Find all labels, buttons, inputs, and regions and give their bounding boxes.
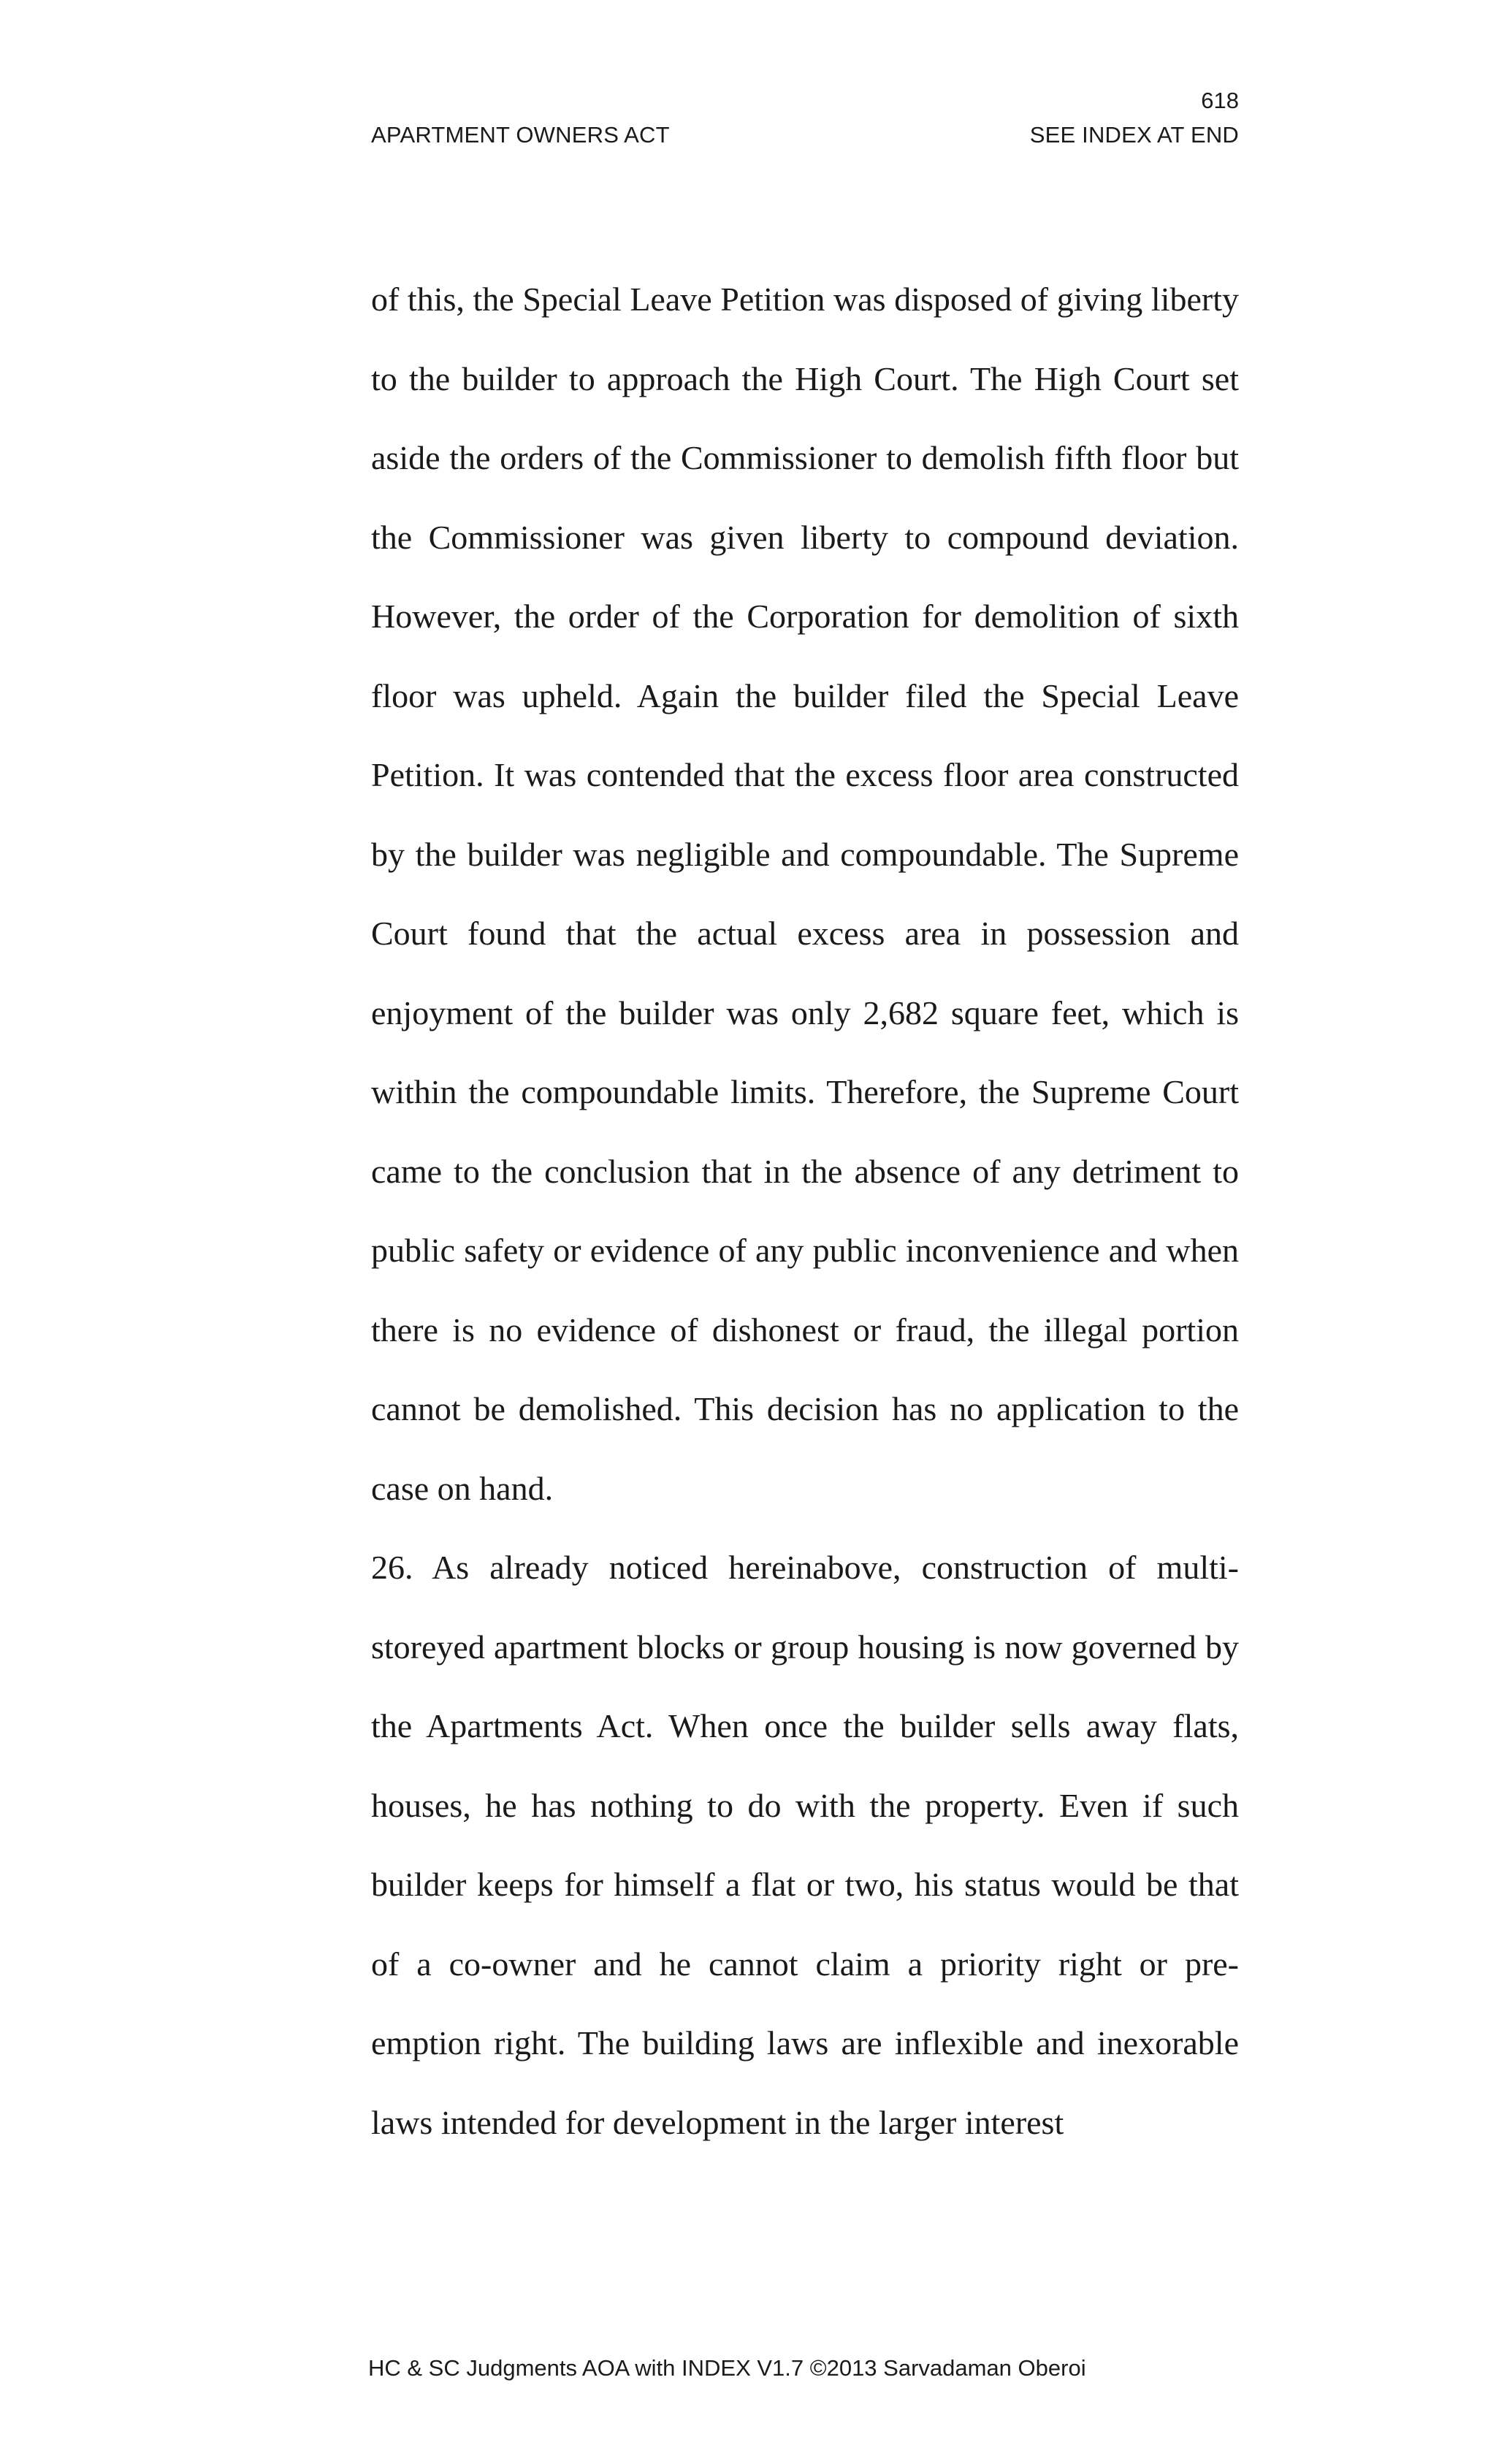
paragraph: of this, the Special Leave Petition was disposed of giving liberty to the builder to approach the High Court. The High Court set aside the orders of the Commissioner to demolish fifth floor but the Commissioner was given liberty to compound deviation. However, the order of the Corporation for demolition of sixth floor was upheld. Again the builder filed the Special Leave Petition. It was contended that the excess floor area constructed by the builder was negligible and compoundable. The Supreme Court found that the actual excess area in possession and enjoyment of the builder was only 2,682 square feet, which is within the compoundable limits. Therefore, the Supreme Court came to the conclusion that in the absence of any detriment to public safety or evidence of any public inconvenience and when there is no evidence of dishonest or fraud, the illegal portion cannot be demolished. This decision has no application to the case on hand. [371,281,1239,1507]
header-index-note: SEE INDEX AT END [1029,122,1239,148]
document-body [371,260,1239,2162]
header-title: APARTMENT OWNERS ACT [371,122,670,148]
paragraph: 26. As already noticed hereinabove, construction of multi-storeyed apartment blocks or group housing is now governed by the Apartments Act. When once the builder sells away flats, houses, he has nothing to do with the property. Even if such builder keeps for himself a flat or two, his status would be that of a co-owner and he cannot claim a priority right or pre-emption right. The building laws are inflexible and inexorable laws intended for development in the larger interest [371,1549,1239,2141]
page-number: 618 [1201,88,1239,113]
page-footer: HC & SC Judgments AOA with INDEX V1.7 ©2013 Sarvadaman Oberoi [368,2355,1086,2381]
running-header [371,121,1239,150]
